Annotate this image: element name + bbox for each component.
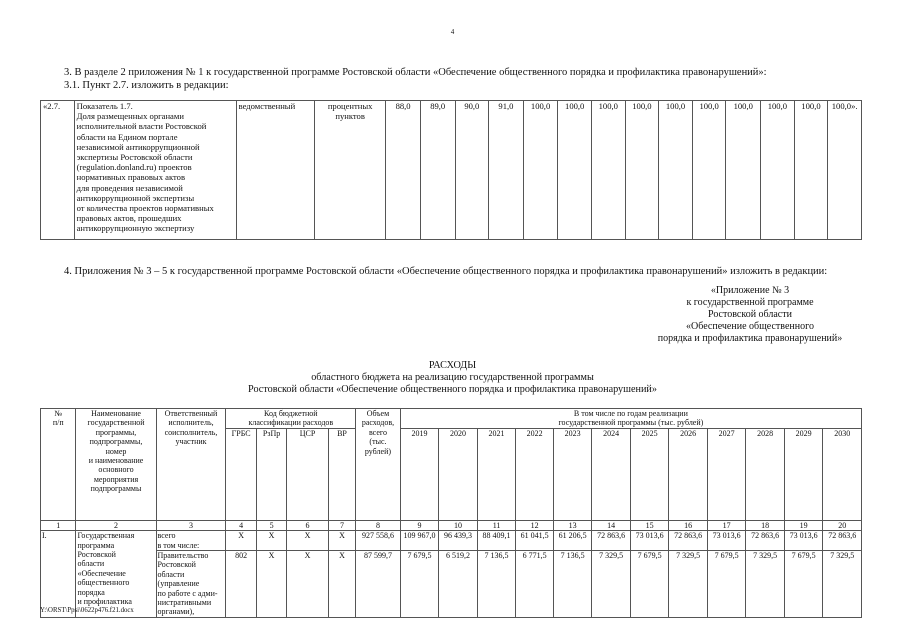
indicator-value: 100,0 [523, 101, 558, 240]
document-title: РАСХОДЫ областного бюджета на реализацию государственной программы Ростовской области «Обеспечение общественного порядка и профилактика правонарушений» [248, 360, 657, 395]
indicator-value: 100,0 [592, 101, 626, 240]
year-cell: 88 409,1 [477, 531, 516, 551]
header-grbs: ГРБС [226, 428, 256, 520]
header-years-group: В том числе по годам реализации государственной программы (тыс. рублей) [400, 409, 861, 429]
year-cell: 6 771,5 [516, 551, 554, 618]
indicator-value: 100,0 [726, 101, 761, 240]
header-year: 2020 [439, 428, 478, 520]
table-row [41, 551, 862, 618]
column-numbers-row [41, 520, 862, 530]
year-cell: 96 439,3 [439, 531, 478, 551]
indicator-value: 100,0 [625, 101, 659, 240]
indicator-value: 88,0 [386, 101, 421, 240]
indicator-number: «2.7. [41, 101, 75, 240]
column-number: 13 [553, 520, 592, 530]
header-year: 2027 [707, 428, 746, 520]
header-csr: ЦСР [287, 428, 329, 520]
code-cell: X [256, 531, 286, 551]
header-year: 2024 [592, 428, 631, 520]
indicator-unit: процентных пунктов [314, 101, 385, 240]
header-year: 2025 [630, 428, 669, 520]
appendix-header: «Приложение № 3 к государственной программе Ростовской области «Обеспечение общественного порядка и профилактика правонарушений» [657, 285, 843, 344]
year-cell: 7 329,5 [746, 551, 785, 618]
year-cell: 7 679,5 [630, 551, 669, 618]
code-cell: X [226, 531, 256, 551]
header-year: 2029 [784, 428, 823, 520]
year-cell: 7 679,5 [707, 551, 746, 618]
column-number: 3 [156, 520, 226, 530]
column-number: 12 [516, 520, 554, 530]
year-cell: 7 329,5 [823, 551, 862, 618]
code-cell: X [287, 531, 329, 551]
year-cell: 72 863,6 [746, 531, 785, 551]
column-number: 19 [784, 520, 823, 530]
indicator-value: 91,0 [489, 101, 524, 240]
header-year: 2026 [669, 428, 708, 520]
column-number: 9 [400, 520, 439, 530]
year-cell: 7 136,5 [553, 551, 592, 618]
code-cell: X [256, 551, 286, 618]
column-number: 16 [669, 520, 708, 530]
total-cell: 87 599,7 [356, 551, 401, 618]
executor-government: Правительство Ростовской области (управление по работе с адми- нистративными органами), [156, 551, 226, 618]
header-year: 2019 [400, 428, 439, 520]
year-cell: 7 329,5 [592, 551, 631, 618]
indicator-type: ведомственный [236, 101, 314, 240]
header-rzpr: РзПр [256, 428, 286, 520]
header-year: 2021 [477, 428, 516, 520]
indicator-value: 100,0 [558, 101, 592, 240]
code-cell: X [328, 551, 355, 618]
column-number: 20 [823, 520, 862, 530]
column-number: 14 [592, 520, 631, 530]
header-budget-code: Код бюджетной классификации расходов [226, 409, 356, 429]
indicator-value: 100,0 [761, 101, 795, 240]
column-number: 7 [328, 520, 355, 530]
header-name: Наименование государственной программы, подпрограммы, номер и наименование основного мероприятия подпрограммы [76, 409, 156, 521]
indicator-value: 89,0 [420, 101, 455, 240]
year-cell: 7 136,5 [477, 551, 516, 618]
header-executor: Ответственный исполнитель, соисполнитель, участник [156, 409, 226, 521]
header-year: 2030 [823, 428, 862, 520]
header-year: 2028 [746, 428, 785, 520]
year-cell: 72 863,6 [592, 531, 631, 551]
indicator-value: 90,0 [455, 101, 489, 240]
column-number: 18 [746, 520, 785, 530]
indicator-row [41, 101, 862, 240]
column-number: 15 [630, 520, 669, 530]
total-cell: 927 558,6 [356, 531, 401, 551]
column-number: 2 [76, 520, 156, 530]
column-number: 6 [287, 520, 329, 530]
header-num: № п/п [41, 409, 76, 521]
expenses-table [40, 408, 862, 618]
header-vr: ВР [328, 428, 355, 520]
paragraph-3-1: 3.1. Пункт 2.7. изложить в редакции: [64, 80, 229, 91]
code-cell: X [287, 551, 329, 618]
paragraph-3: 3. В разделе 2 приложения № 1 к государственной программе Ростовской области «Обеспечение общественного порядка и профилактика правонарушений»: [64, 67, 767, 78]
indicator-description: Показатель 1.7. Доля размещенных органами исполнительной власти Ростовской области на Едином портале независимой антикоррупционной экспертизы Ростовской области (regulation.donland.ru) проектов нормативных правовых актов для проведения независимой антикоррупционной экспертизы от количества проектов нормативных правовых актов, прошедших антикоррупционную экспертизу [74, 101, 236, 240]
executor-total: всего в том числе: [156, 531, 226, 551]
year-cell: 73 013,6 [784, 531, 823, 551]
year-cell: 73 013,6 [630, 531, 669, 551]
column-number: 10 [439, 520, 478, 530]
header-volume: Объем расходов, всего (тыс. рублей) [356, 409, 401, 521]
code-cell: 802 [226, 551, 256, 618]
code-cell: X [328, 531, 355, 551]
year-cell: 7 329,5 [669, 551, 708, 618]
year-cell: 61 206,5 [553, 531, 592, 551]
column-number: 4 [226, 520, 256, 530]
column-number: 5 [256, 520, 286, 530]
page-number: 4 [450, 28, 455, 36]
year-cell: 7 679,5 [400, 551, 439, 618]
table-row [41, 531, 862, 551]
column-number: 1 [41, 520, 76, 530]
column-number: 8 [356, 520, 401, 530]
row-number: I. [41, 531, 76, 618]
paragraph-4: 4. Приложения № 3 – 5 к государственной программе Ростовской области «Обеспечение общественного порядка и профилактика правонарушений» изложить в редакции: [64, 266, 828, 277]
year-cell: 109 967,0 [400, 531, 439, 551]
year-cell: 7 679,5 [784, 551, 823, 618]
indicator-value: 100,0 [692, 101, 726, 240]
column-number: 11 [477, 520, 516, 530]
header-year: 2023 [553, 428, 592, 520]
year-cell: 73 013,6 [707, 531, 746, 551]
year-cell: 61 041,5 [516, 531, 554, 551]
program-name: Государственная программа Ростовской области «Обеспечение общественного порядка и профилактика [76, 531, 156, 618]
indicator-value: 100,0 [659, 101, 693, 240]
header-year: 2022 [516, 428, 554, 520]
year-cell: 6 519,2 [439, 551, 478, 618]
indicator-value: 100,0 [794, 101, 828, 240]
year-cell: 72 863,6 [669, 531, 708, 551]
indicator-value: 100,0». [828, 101, 862, 240]
file-path-footer: Y:\ORST\Ppsi\0622p476.f21.docx [40, 607, 134, 614]
indicator-table [40, 100, 862, 240]
header-row [41, 409, 862, 429]
year-cell: 72 863,6 [823, 531, 862, 551]
column-number: 17 [707, 520, 746, 530]
